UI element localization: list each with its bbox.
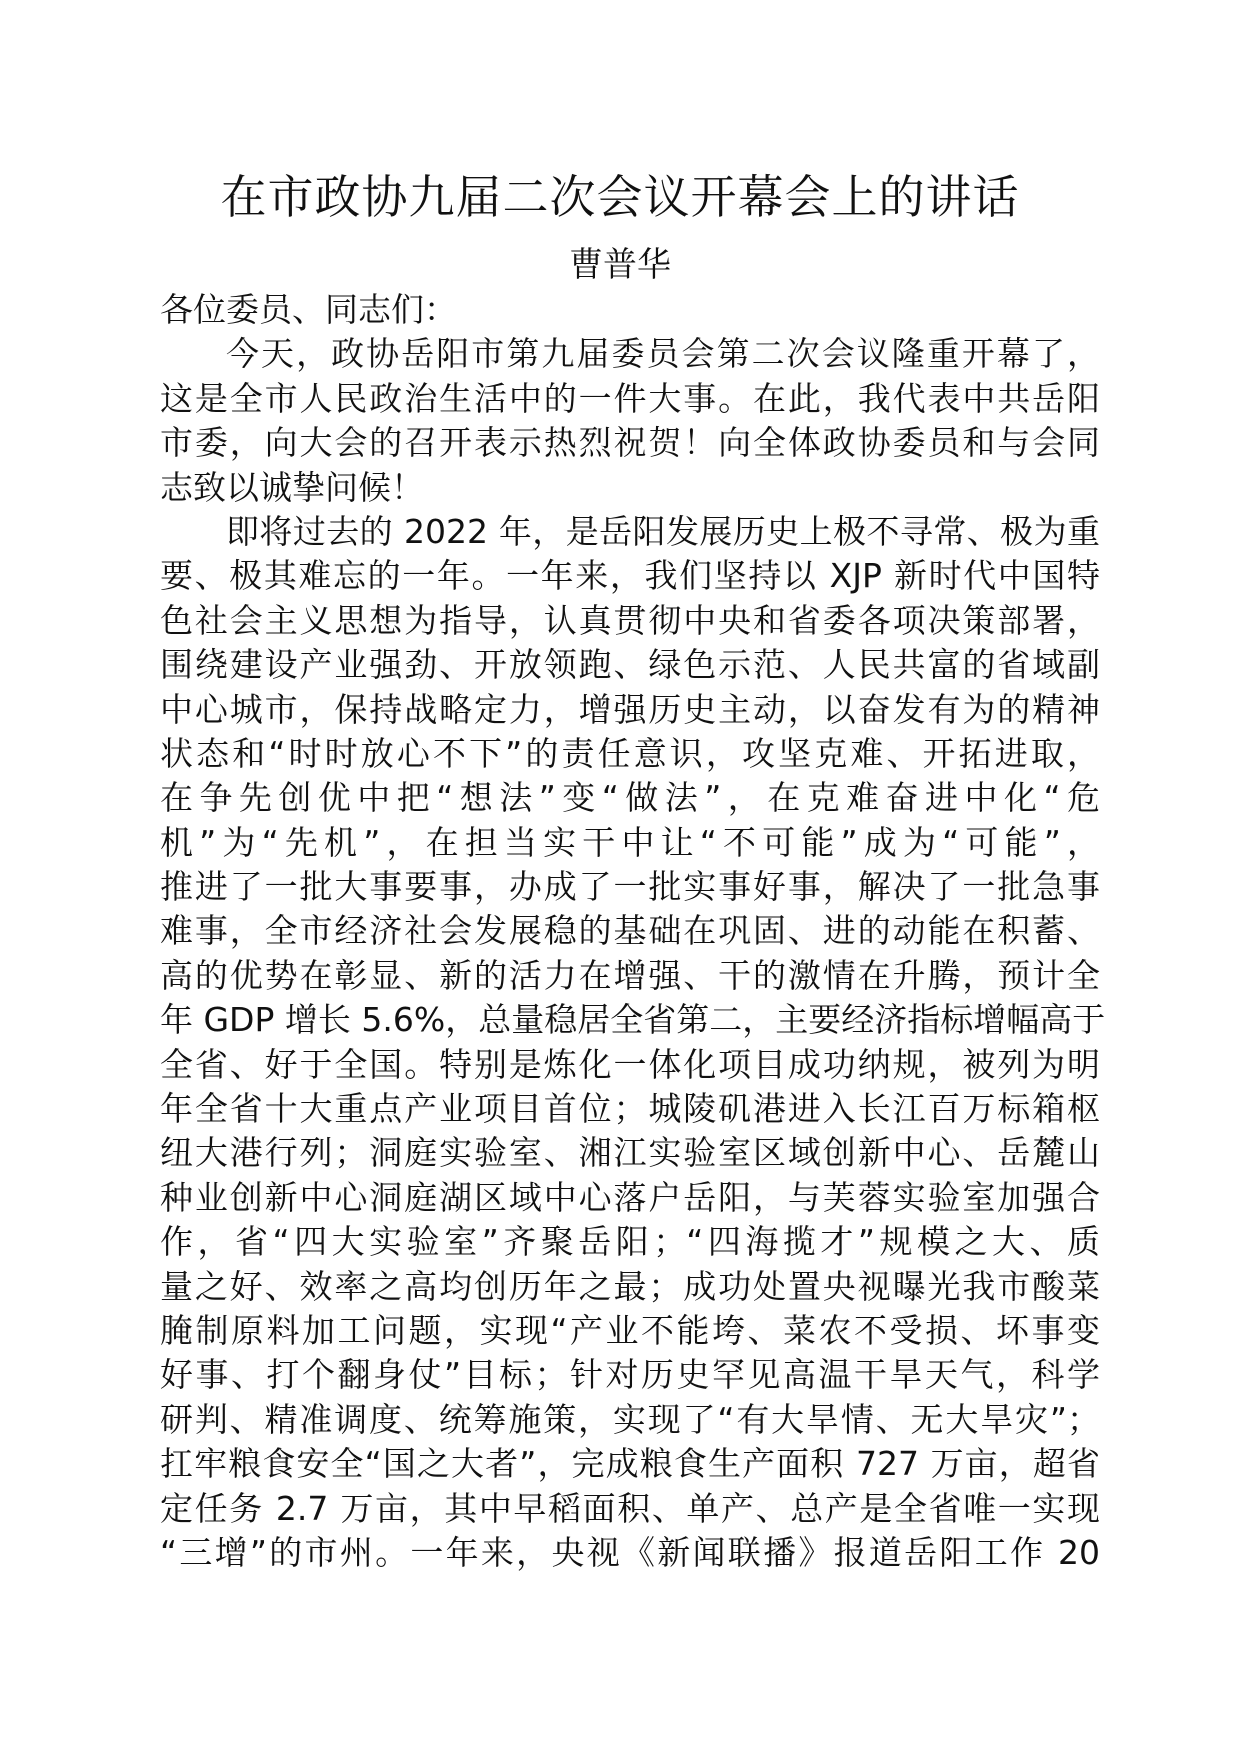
paragraph-line: 围绕建设产业强劲、开放领跑、绿色示范、人民共富的省域副 [160, 645, 1100, 685]
paragraph-line: 状态和“时时放心不下”的责任意识，攻坚克难、开拓进取， [160, 733, 1100, 773]
paragraph-line: 推进了一批大事要事，办成了一批实事好事，解决了一批急事 [160, 867, 1100, 907]
paragraph-line: 扛牢粮食安全“国之大者”，完成粮食生产面积 727 万亩，超省 [160, 1444, 1100, 1484]
paragraph-line: 腌制原料加工问题，实现“产业不能垮、菜农不受损、坏事变 [160, 1310, 1100, 1350]
paragraph-line: 机”为“先机”，在担当实干中让“不可能”成为“可能”， [160, 822, 1100, 862]
paragraph-line: 市委，向大会的召开表示热烈祝贺！向全体政协委员和与会同 [160, 423, 1100, 463]
document-author: 曹普华 [569, 245, 671, 285]
paragraph-line: 种业创新中心洞庭湖区域中心落户岳阳，与芙蓉实验室加强合 [160, 1177, 1100, 1217]
paragraph-line: 高的优势在彰显、新的活力在增强、干的激情在升腾，预计全 [160, 955, 1100, 995]
document-body [160, 288, 1106, 1575]
salutation: 各位委员、同志们： [160, 290, 457, 329]
paragraph-line: 纽大港行列；洞庭实验室、湘江实验室区域创新中心、岳麓山 [160, 1133, 1100, 1173]
paragraph-line: 好事、打个翻身仗”目标；针对历史罕见高温干旱天气，科学 [160, 1355, 1100, 1395]
paragraph-line: 色社会主义思想为指导，认真贯彻中央和省委各项决策部署， [160, 600, 1100, 640]
paragraph-line: 今天，政协岳阳市第九届委员会第二次会议隆重开幕了， [226, 334, 1100, 374]
paragraph-line: 要、极其难忘的一年。一年来，我们坚持以 XJP 新时代中国特 [160, 556, 1100, 596]
paragraph-line: 在争先创优中把“想法”变“做法”，在克难奋进中化“危 [160, 778, 1100, 818]
paragraph-line: 全省、好于全国。特别是炼化一体化项目成功纳规，被列为明 [160, 1044, 1100, 1084]
paragraph-line: 难事，全市经济社会发展稳的基础在巩固、进的动能在积蓄、 [160, 911, 1100, 951]
paragraph-line: “三增”的市州。一年来，央视《新闻联播》报道岳阳工作 20 [160, 1532, 1100, 1572]
paragraph-line: 即将过去的 2022 年，是岳阳发展历史上极不寻常、极为重 [226, 511, 1100, 551]
paragraph-line: 量之好、效率之高均创历年之最；成功处置央视曝光我市酸菜 [160, 1266, 1100, 1306]
paragraph-line: 这是全市人民政治生活中的一件大事。在此，我代表中共岳阳 [160, 378, 1100, 418]
paragraph-line: 中心城市，保持战略定力，增强历史主动，以奋发有为的精神 [160, 689, 1100, 729]
paragraph-line: 年 GDP 增长 5.6%，总量稳居全省第二，主要经济指标增幅高于 [160, 1000, 1106, 1040]
document-title: 在市政协九届二次会议开幕会上的讲话 [220, 170, 1020, 224]
paragraph-line: 定任务 2.7 万亩，其中早稻面积、单产、总产是全省唯一实现 [160, 1488, 1100, 1528]
paragraph-line: 研判、精准调度、统筹施策，实现了“有大旱情、无大旱灾”； [160, 1399, 1100, 1439]
paragraph-line: 作，省“四大实验室”齐聚岳阳；“四海揽才”规模之大、质 [160, 1222, 1100, 1262]
paragraph-line: 志致以诚挚问候！ [160, 467, 424, 507]
paragraph-line: 年全省十大重点产业项目首位；城陵矶港进入长江百万标箱枢 [160, 1089, 1100, 1129]
